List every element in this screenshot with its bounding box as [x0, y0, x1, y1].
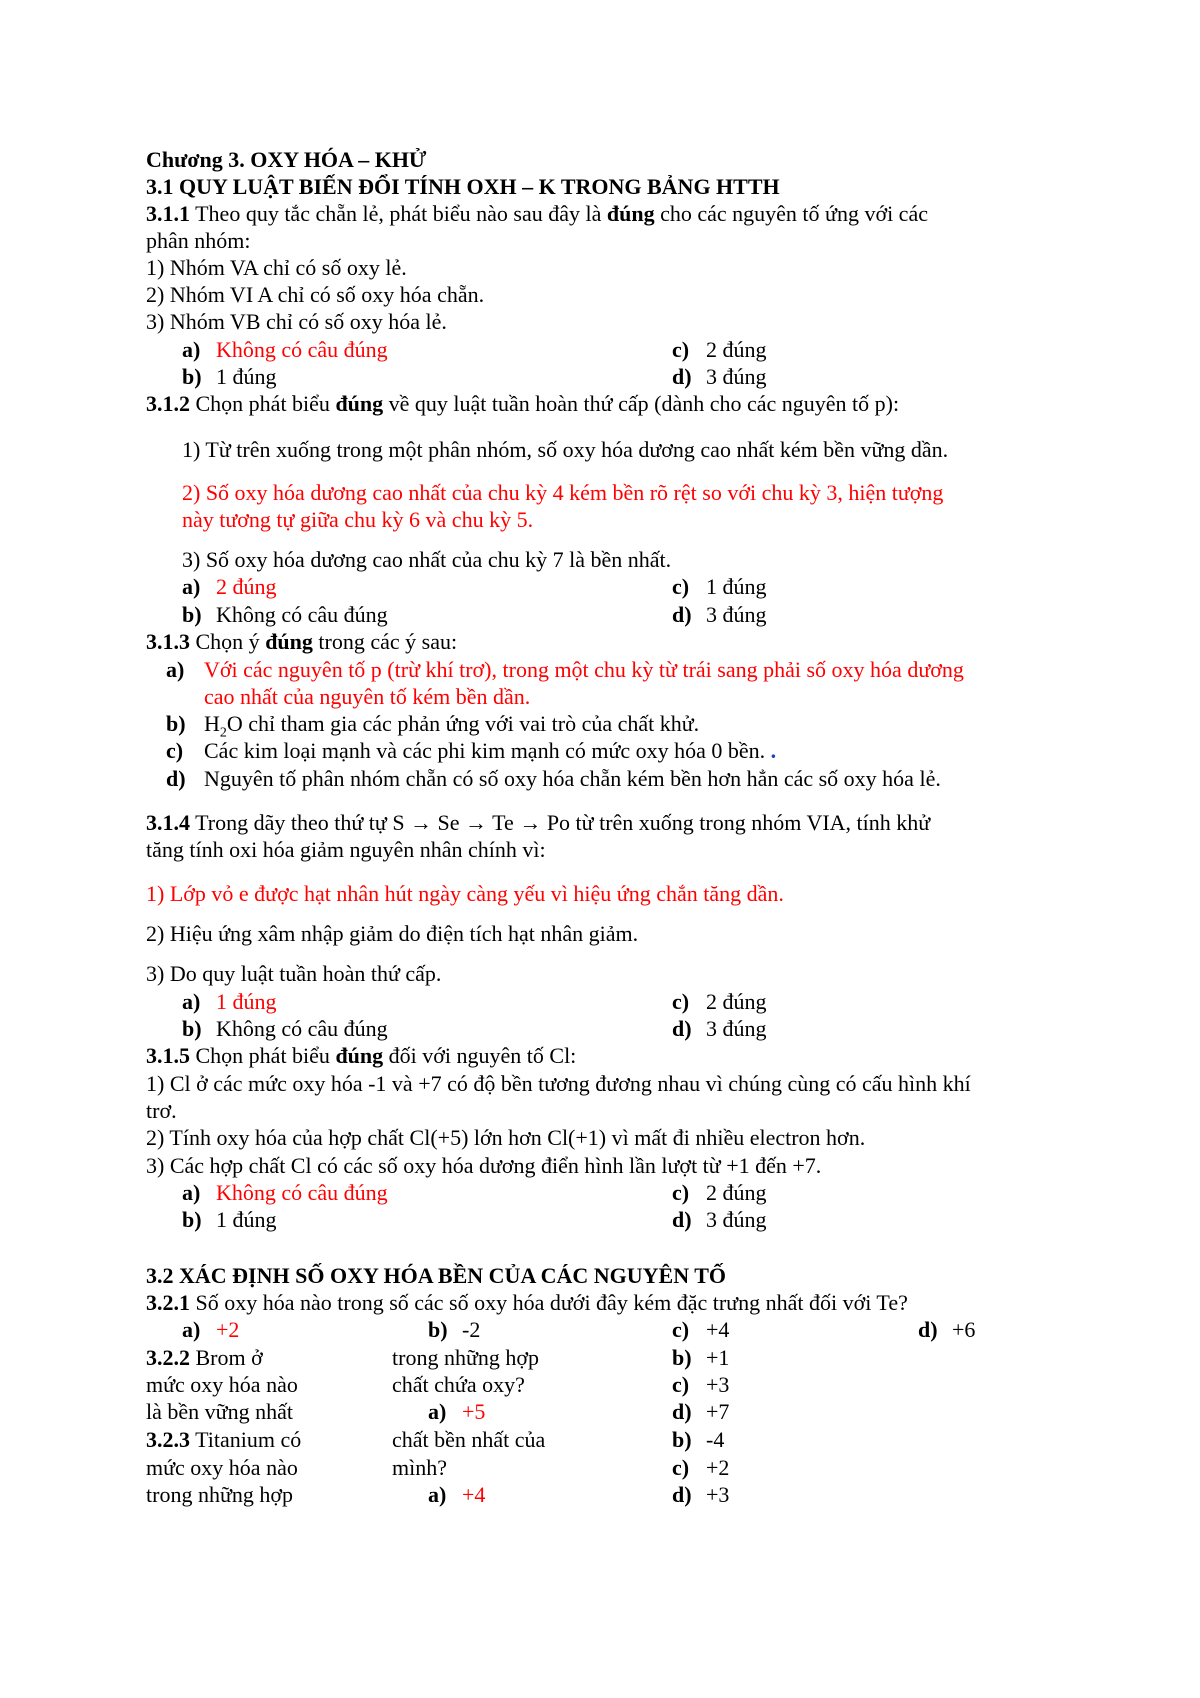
question-text: là bền vững nhất — [146, 1399, 293, 1424]
option-b — [182, 1015, 388, 1042]
option-text: +3 — [706, 1482, 730, 1507]
question-text: đối với nguyên tố Cl: — [388, 1043, 577, 1068]
question-text: Trong dãy theo thứ tự S → Se → Te → Po từ trên xuống trong nhóm VIA, tính khử — [195, 810, 931, 835]
option-text: +4 — [706, 1317, 730, 1342]
option-label: c) — [166, 738, 184, 763]
option-label: a) — [428, 1399, 447, 1424]
option-d — [672, 1481, 729, 1508]
option-c — [672, 336, 767, 363]
option-a — [182, 988, 277, 1015]
statement-2: 2) Số oxy hóa dương cao nhất của chu kỳ 4 kém bền rõ rệt so với chu kỳ 3, hiện tượng — [182, 480, 944, 505]
option-text: +4 — [462, 1482, 486, 1507]
option-b — [428, 1316, 480, 1343]
question-text: Titanium có — [195, 1427, 302, 1452]
question-number: 3.1.1 — [146, 201, 190, 226]
option-label: d) — [672, 1482, 692, 1507]
question-text: Chọn phát biểu — [195, 1043, 330, 1068]
option-text: 2 đúng — [216, 574, 277, 599]
option-label: d) — [166, 766, 186, 791]
statement-1-cont: trơ. — [146, 1098, 177, 1123]
option-label: d) — [918, 1317, 938, 1342]
question-number: 3.2.2 — [146, 1345, 190, 1370]
question-text-cont: phân nhóm: — [146, 228, 251, 253]
statement-2: 2) Tính oxy hóa của hợp chất Cl(+5) lớn hơn Cl(+1) vì mất đi nhiều electron hơn. — [146, 1125, 866, 1150]
option-label: a) — [182, 1180, 201, 1205]
option-d — [672, 363, 767, 390]
option-label: b) — [428, 1317, 448, 1342]
stray-dot: . — [770, 738, 777, 763]
option-b — [182, 363, 277, 390]
emphasis: đúng — [265, 629, 313, 654]
option-text: Nguyên tố phân nhóm chẵn có số oxy hóa chẵn kém bền hơn hẳn các số oxy hóa lẻ. — [204, 766, 941, 791]
question-text: Số oxy hóa nào trong số các số oxy hóa dưới đây kém đặc trưng nhất đối với Te? — [195, 1290, 908, 1315]
question-text: trong các ý sau: — [318, 629, 458, 654]
option-text: 1 đúng — [216, 1207, 277, 1232]
option-d — [672, 1206, 767, 1233]
option-text: +2 — [706, 1455, 730, 1480]
subscript: 2 — [219, 725, 227, 741]
option-c — [166, 737, 776, 764]
option-label: b) — [182, 602, 202, 627]
option-d — [166, 765, 941, 792]
question-text: trong những hợp — [392, 1345, 539, 1370]
option-label: a) — [182, 337, 201, 362]
option-c — [672, 988, 767, 1015]
emphasis: đúng — [606, 201, 655, 226]
question-text-cont: tăng tính oxi hóa giảm nguyên nhân chính vì: — [146, 837, 546, 862]
question-number: 3.1.5 — [146, 1043, 190, 1068]
option-a — [182, 573, 277, 600]
section-heading-3-1: 3.1 QUY LUẬT BIẾN ĐỔI TÍNH OXH – K TRONG BẢNG HTTH — [146, 174, 780, 199]
statement-1: 1) Lớp vỏ e được hạt nhân hút ngày càng yếu vì hiệu ứng chắn tăng dần. — [146, 881, 784, 906]
option-label: b) — [182, 364, 202, 389]
chapter-title: Chương 3. OXY HÓA – KHỬ — [146, 147, 427, 172]
option-label: b) — [672, 1345, 692, 1370]
option-text: Với các nguyên tố p (trừ khí trơ), trong một chu kỳ từ trái sang phải số oxy hóa dương — [204, 657, 964, 682]
option-text: 1 đúng — [216, 989, 277, 1014]
question-number: 3.1.4 — [146, 810, 190, 835]
question-text: mức oxy hóa nào — [146, 1455, 298, 1480]
option-b — [672, 1426, 724, 1453]
option-c — [672, 1371, 729, 1398]
option-label: a) — [182, 574, 201, 599]
option-c — [672, 1454, 729, 1481]
statement-1: 1) Nhóm VA chỉ có số oxy lẻ. — [146, 255, 407, 280]
question-text: Chọn phát biểu — [195, 391, 330, 416]
option-d — [672, 1398, 729, 1425]
statement-3: 3) Các hợp chất Cl có các số oxy hóa dương điển hình lần lượt từ +1 đến +7. — [146, 1153, 822, 1178]
option-label: c) — [672, 574, 690, 599]
option-label: b) — [166, 711, 186, 736]
option-d — [672, 1015, 767, 1042]
option-text: +7 — [706, 1399, 730, 1424]
option-text: O chỉ tham gia các phản ứng với vai trò của chất khử. — [226, 711, 700, 736]
option-text: +2 — [216, 1317, 240, 1342]
option-d — [918, 1316, 975, 1343]
option-label: d) — [672, 602, 692, 627]
option-c — [672, 1316, 729, 1343]
option-text: Không có câu đúng — [216, 1016, 388, 1041]
statement-2: 2) Nhóm VI A chỉ có số oxy hóa chẵn. — [146, 282, 485, 307]
emphasis: đúng — [335, 1043, 384, 1068]
option-a — [428, 1398, 485, 1425]
question-text: mình? — [392, 1455, 447, 1480]
option-b — [672, 1344, 729, 1371]
option-label: c) — [672, 1372, 690, 1397]
option-a — [182, 1179, 388, 1206]
question-3-1-4 — [146, 809, 930, 836]
section-heading-3-2: 3.2 XÁC ĐỊNH SỐ OXY HÓA BỀN CỦA CÁC NGUYÊN TỐ — [146, 1263, 727, 1288]
option-text: Không có câu đúng — [216, 602, 388, 627]
option-label: d) — [672, 1399, 692, 1424]
option-c — [672, 573, 767, 600]
option-text: 2 đúng — [706, 1180, 767, 1205]
question-number: 3.1.2 — [146, 391, 190, 416]
option-a-cont: cao nhất của nguyên tố kém bền dần. — [204, 684, 531, 709]
option-label: b) — [182, 1207, 202, 1232]
question-3-1-1 — [146, 200, 928, 227]
statement-3: 3) Số oxy hóa dương cao nhất của chu kỳ 7 là bền nhất. — [182, 547, 672, 572]
option-text: +1 — [706, 1345, 730, 1370]
option-text: 2 đúng — [706, 989, 767, 1014]
statement-1: 1) Từ trên xuống trong một phân nhóm, số oxy hóa dương cao nhất kém bền vững dần. — [182, 437, 949, 462]
option-text: 2 đúng — [706, 337, 767, 362]
option-label: c) — [672, 1180, 690, 1205]
option-text: 3 đúng — [706, 364, 767, 389]
option-text: 3 đúng — [706, 1016, 767, 1041]
question-number: 3.1.3 — [146, 629, 190, 654]
option-text: 1 đúng — [216, 364, 277, 389]
question-text: mức oxy hóa nào — [146, 1372, 298, 1397]
formula-text: H — [204, 711, 220, 736]
option-text: +6 — [952, 1317, 976, 1342]
question-3-2-2 — [146, 1344, 263, 1371]
option-text: +3 — [706, 1372, 730, 1397]
question-3-2-3 — [146, 1426, 301, 1453]
option-text: 3 đúng — [706, 1207, 767, 1232]
emphasis: đúng — [335, 391, 384, 416]
statement-2: 2) Hiệu ứng xâm nhập giảm do điện tích hạt nhân giảm. — [146, 921, 639, 946]
option-a — [182, 336, 388, 363]
option-label: b) — [182, 1016, 202, 1041]
question-number: 3.2.3 — [146, 1427, 190, 1452]
question-3-1-3 — [146, 628, 457, 655]
option-text: -4 — [706, 1427, 725, 1452]
option-label: a) — [182, 1317, 201, 1342]
question-text: trong những hợp — [146, 1482, 293, 1507]
option-text: Các kim loại mạnh và các phi kim mạnh có mức oxy hóa 0 bền. — [204, 738, 766, 763]
question-3-1-2 — [146, 390, 899, 417]
statement-1: 1) Cl ở các mức oxy hóa -1 và +7 có độ bền tương đương nhau vì chúng cùng có cấu hình khí — [146, 1071, 971, 1096]
option-label: a) — [166, 657, 185, 682]
question-text: Brom ở — [195, 1345, 263, 1370]
option-a — [182, 1316, 239, 1343]
option-label: d) — [672, 364, 692, 389]
option-label: a) — [428, 1482, 447, 1507]
option-text: +5 — [462, 1399, 486, 1424]
question-text: chất chứa oxy? — [392, 1372, 525, 1397]
option-text: 1 đúng — [706, 574, 767, 599]
question-number: 3.2.1 — [146, 1290, 190, 1315]
question-text: Chọn ý — [195, 629, 260, 654]
question-text: chất bền nhất của — [392, 1427, 546, 1452]
option-c — [672, 1179, 767, 1206]
statement-3: 3) Nhóm VB chỉ có số oxy hóa lẻ. — [146, 309, 447, 334]
question-text: cho các nguyên tố ứng với các — [660, 201, 928, 226]
option-label: d) — [672, 1016, 692, 1041]
option-label: b) — [672, 1427, 692, 1452]
statement-2-cont: này tương tự giữa chu kỳ 6 và chu kỳ 5. — [182, 507, 534, 532]
option-text: -2 — [462, 1317, 481, 1342]
option-label: d) — [672, 1207, 692, 1232]
option-label: c) — [672, 1317, 690, 1342]
option-label: a) — [182, 989, 201, 1014]
option-text: 3 đúng — [706, 602, 767, 627]
option-b — [182, 1206, 277, 1233]
question-3-1-5 — [146, 1042, 576, 1069]
option-b — [182, 601, 388, 628]
option-label: c) — [672, 1455, 690, 1480]
question-text: về quy luật tuần hoàn thứ cấp (dành cho các nguyên tố p): — [388, 391, 900, 416]
option-label: c) — [672, 989, 690, 1014]
question-3-2-1 — [146, 1289, 908, 1316]
option-label: c) — [672, 337, 690, 362]
option-d — [672, 601, 767, 628]
statement-3: 3) Do quy luật tuần hoàn thứ cấp. — [146, 961, 442, 986]
option-text: Không có câu đúng — [216, 337, 388, 362]
option-text: Không có câu đúng — [216, 1180, 388, 1205]
question-text: Theo quy tắc chẵn lẻ, phát biểu nào sau đây là — [195, 201, 602, 226]
option-a — [428, 1481, 485, 1508]
option-a — [166, 656, 964, 683]
